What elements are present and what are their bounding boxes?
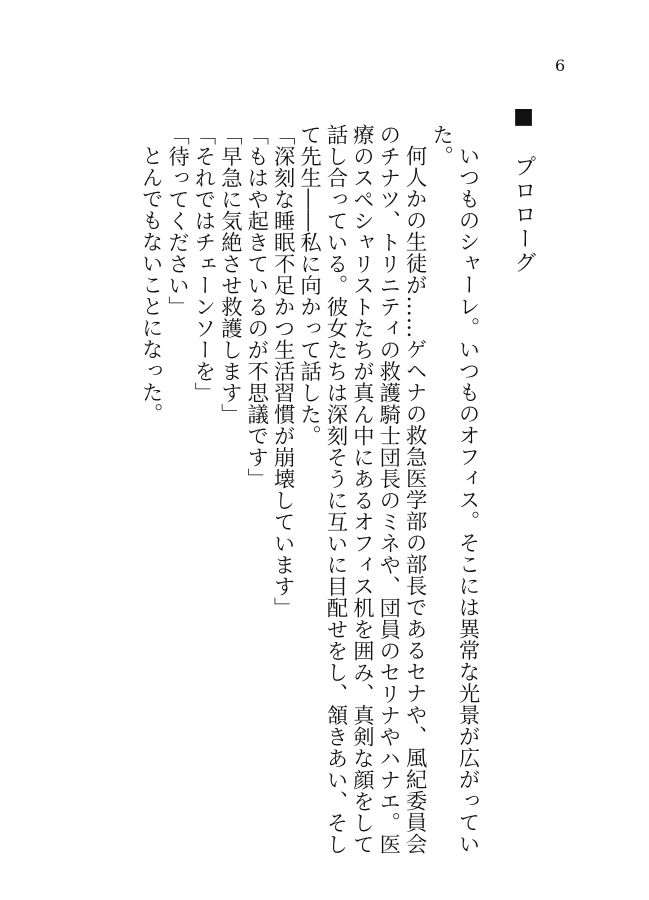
paragraph: とんでもないことになった。	[138, 145, 164, 425]
body-text	[138, 124, 480, 864]
page-number: 6	[555, 56, 566, 75]
dialogue-line: 「早急に気絶させ救護します」	[217, 124, 243, 425]
paragraph: 何人かの生徒が……ゲヘナの救急医学部の部長であるセナや、風紀委員会のチナツ、トリニティの救護騎士団長のミネや、団員のセリナやハナエ。医療のスペシャリストたちが真ん中にあるオフィス机を囲み、真剣な顔をして話し合っている。彼女たちは深刻そうに互いに目配せをし、頷きあい、そして先生――私に向かって話した。	[296, 124, 428, 855]
chapter-heading: ■ プロローグ	[511, 104, 536, 275]
dialogue-line: 「待ってください」	[164, 124, 190, 318]
dialogue-line: 「それではチェーンソーを」	[190, 124, 216, 404]
paragraph: いつものシャーレ。いつものオフィス。そこには異常な光景が広がっていた。	[428, 124, 480, 855]
dialogue-line: 「もはや起きているのが不思議です」	[243, 124, 269, 490]
dialogue-line: 「深刻な睡眠不足かつ生活習慣が崩壊しています」	[270, 124, 296, 619]
